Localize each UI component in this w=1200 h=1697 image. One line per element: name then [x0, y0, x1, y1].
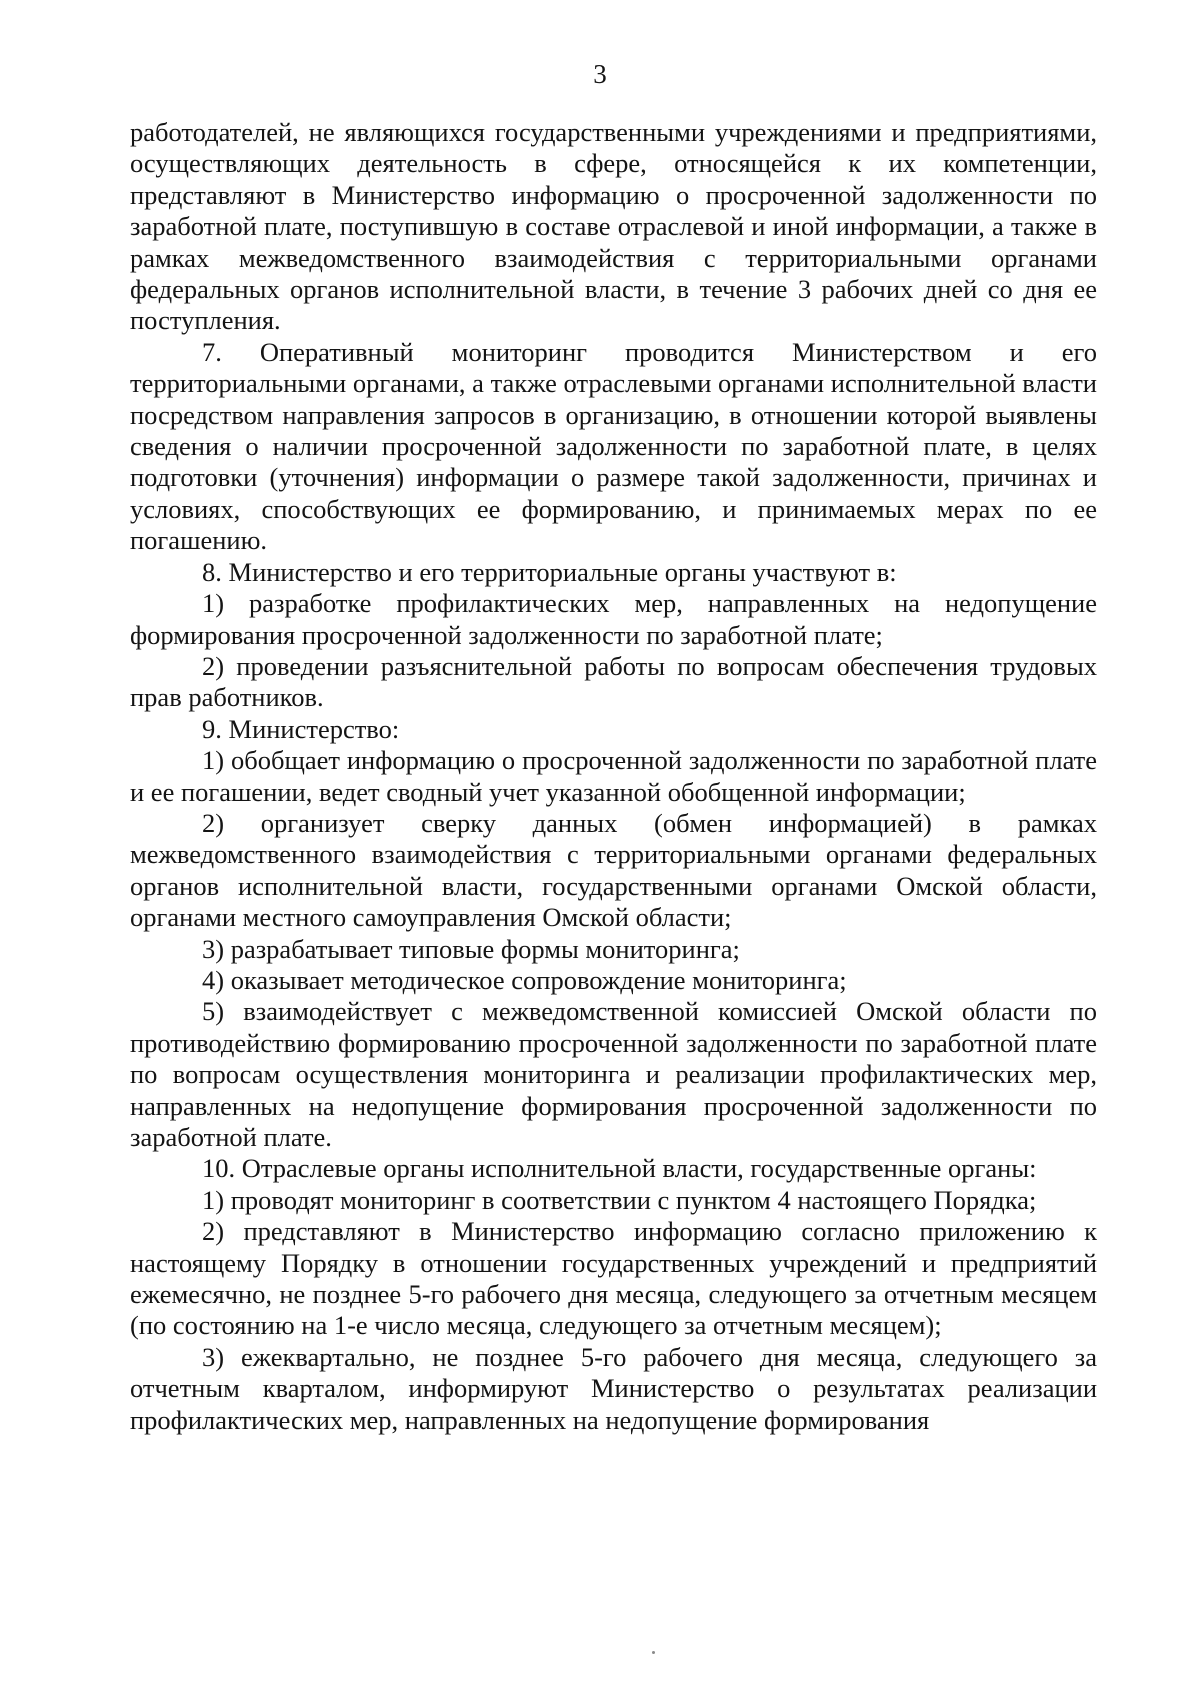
paragraph-item-9-5: 5) взаимодействует с межведомственной комиссией Омской области по противодействию формированию просроченной задолженности по заработной плате по вопросам осуществления мониторинга и реализации профилактических мер, направленных на недопущение формирования просроченной задолженности по заработной плате. [130, 996, 1097, 1152]
paragraph-item-8: 8. Министерство и его территориальные органы участвуют в: [202, 556, 897, 587]
paragraph-item-10-1: 1) проводят мониторинг в соответствии с пунктом 4 настоящего Порядка; [202, 1184, 1037, 1215]
paragraph-item-10: 10. Отраслевые органы исполнительной власти, государственные органы: [202, 1153, 1037, 1184]
paragraph-item-9-3: 3) разрабатывает типовые формы мониторинга; [202, 933, 740, 964]
scan-speck [652, 1651, 655, 1654]
paragraph-item-9: 9. Министерство: [202, 713, 400, 744]
paragraph-item-10-3: 3) ежеквартально, не позднее 5-го рабочего дня месяца, следующего за отчетным кварталом, информируют Министерство о результатах реализации профилактических мер, направленных на недопущение формирования [130, 1341, 1097, 1435]
paragraph-item-9-1: 1) обобщает информацию о просроченной задолженности по заработной плате и ее погашении, ведет сводный учет указанной обобщенной информации; [130, 745, 1097, 807]
paragraph-item-7: 7. Оперативный мониторинг проводится Министерством и его территориальными органами, а также отраслевыми органами исполнительной власти посредством направления запросов в организацию, в отношении которой выявлены сведения о наличии просроченной задолженности по заработной плате, в целях подготовки (уточнения) информации о размере такой задолженности, причинах и условиях, способствующих ее формированию, и принимаемых мерах по ее погашению. [130, 336, 1097, 556]
page-number: 3 [593, 59, 607, 89]
paragraph-item-9-4: 4) оказывает методическое сопровождение мониторинга; [202, 964, 847, 995]
paragraph-item-9-2: 2) организует сверку данных (обмен информацией) в рамках межведомственного взаимодействия с территориальными органами федеральных органов исполнительной власти, государственными органами Омской области, органами местного самоуправления Омской области; [130, 807, 1097, 933]
document-body [130, 117, 1097, 1436]
paragraph-item-8-2: 2) проведении разъяснительной работы по вопросам обеспечения трудовых прав работников. [130, 650, 1097, 713]
paragraph-item-10-2: 2) представляют в Министерство информацию согласно приложению к настоящему Порядку в отношении государственных учреждений и предприятий ежемесячно, не позднее 5-го рабочего дня месяца, следующего за отчетным месяцем (по состоянию на 1-е число месяца, следующего за отчетным месяцем); [130, 1216, 1097, 1341]
paragraph-item-8-1: 1) разработке профилактических мер, направленных на недопущение формирования просроченной задолженности по заработной плате; [130, 588, 1097, 650]
paragraph-continuation: работодателей, не являющихся государственными учреждениями и предприятиями, осуществляющих деятельность в сфере, относящейся к их компетенции, представляют в Министерство информацию о просроченной задолженности по заработной плате, поступившую в составе отраслевой и иной информации, а также в рамках межведомственного взаимодействия с территориальными органами федеральных органов исполнительной власти, в течение 3 рабочих дней со дня ее поступления. [130, 117, 1097, 336]
